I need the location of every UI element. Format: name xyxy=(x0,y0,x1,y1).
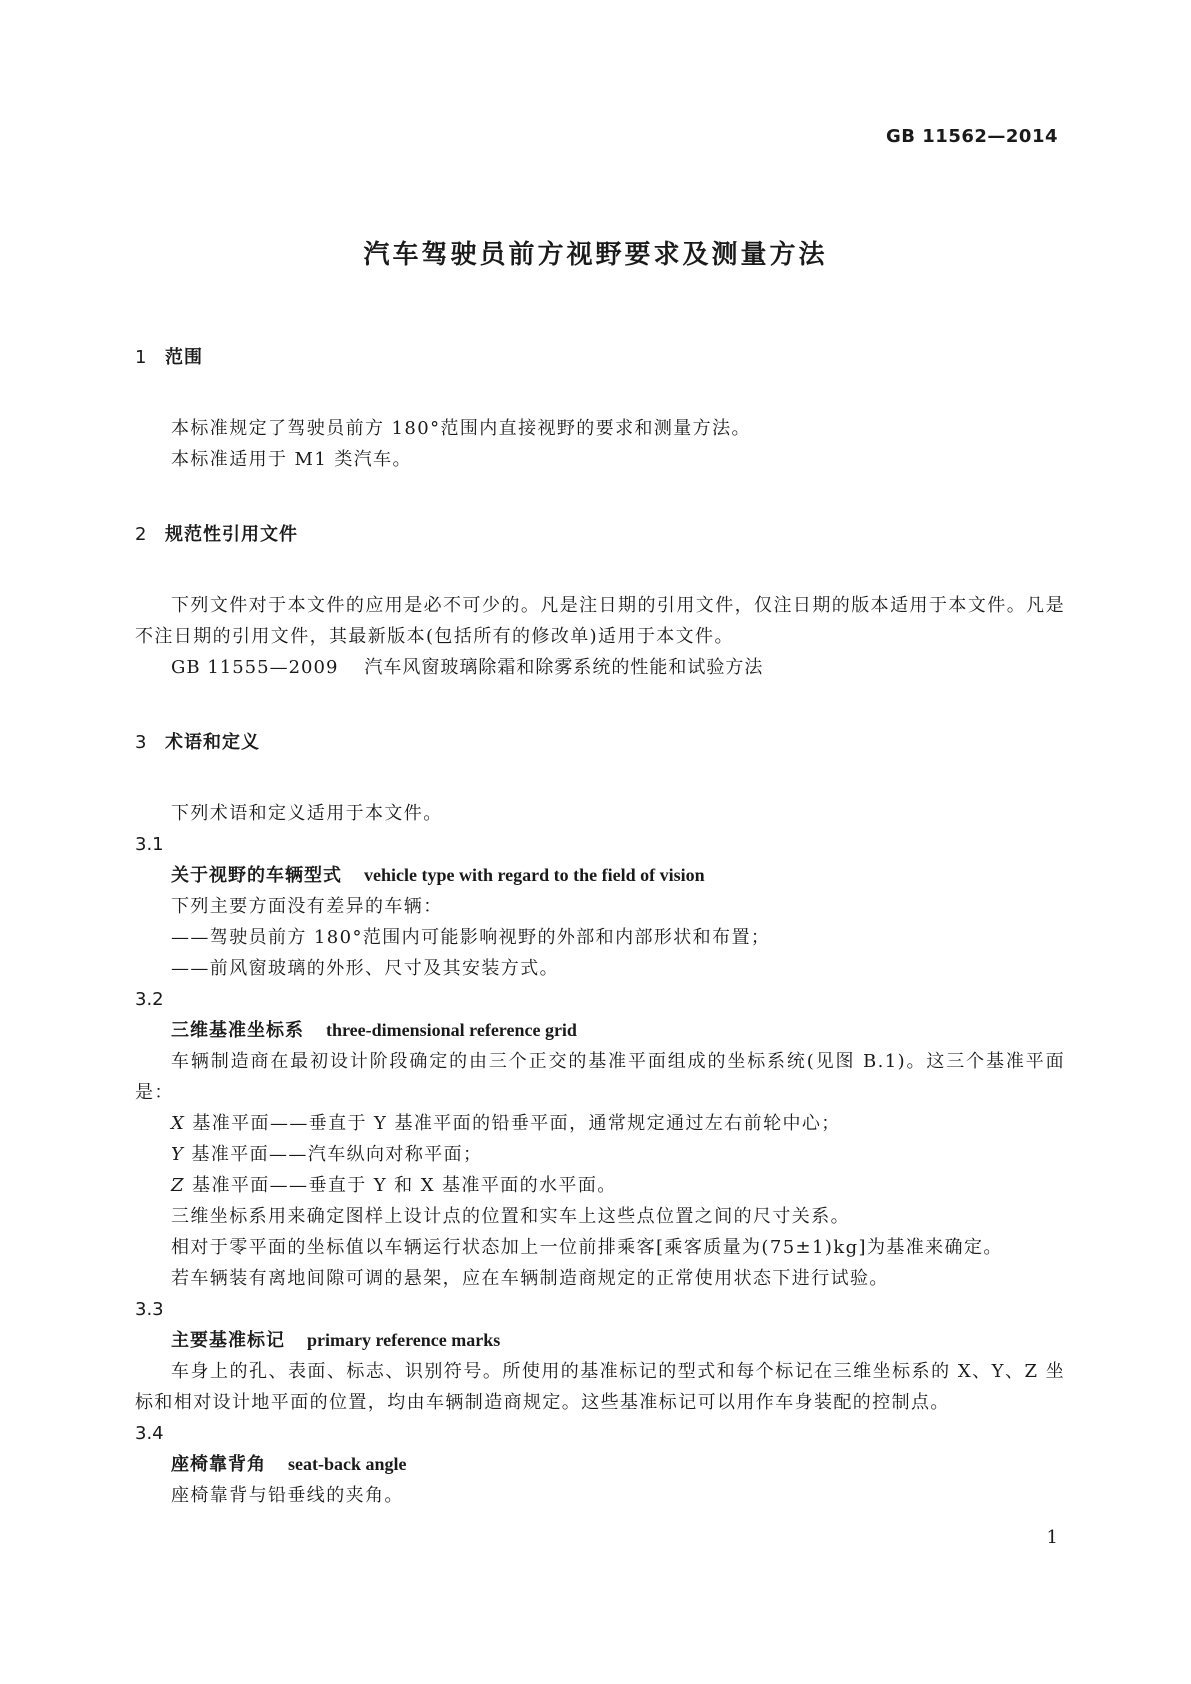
term-heading xyxy=(135,1449,1065,1480)
section-heading-terms xyxy=(135,727,1065,758)
term-number: 3.3 xyxy=(135,1299,164,1320)
section-heading-scope xyxy=(135,342,1065,373)
axis-letter: X xyxy=(171,1113,186,1134)
definition-line xyxy=(135,1170,1065,1201)
document-title: 汽车驾驶员前方视野要求及测量方法 xyxy=(363,240,828,270)
term-en: primary reference marks xyxy=(307,1330,501,1350)
list-item: ——前风窗玻璃的外形、尺寸及其安装方式。 xyxy=(171,958,559,979)
definition-text: 基准平面——垂直于 Y 和 X 基准平面的水平面。 xyxy=(184,1175,617,1196)
term-number: 3.2 xyxy=(135,989,164,1010)
term-number: 3.1 xyxy=(135,834,164,855)
paragraph: 本标准规定了驾驶员前方 180°范围内直接视野的要求和测量方法。 xyxy=(171,418,751,439)
page-number: 1 xyxy=(1046,1527,1058,1548)
definition-line xyxy=(135,1139,1065,1170)
term-en: vehicle type with regard to the field of vision xyxy=(364,865,705,885)
paragraph: 下列术语和定义适用于本文件。 xyxy=(171,803,443,824)
term-number: 3.4 xyxy=(135,1423,164,1444)
axis-letter: Z xyxy=(171,1175,185,1196)
referenced-document xyxy=(135,652,1065,683)
paragraph: 车辆制造商在最初设计阶段确定的由三个正交的基准平面组成的坐标系统(见图 B.1)。这三个基准平面是： xyxy=(135,1051,1065,1103)
term-heading xyxy=(135,1015,1065,1046)
paragraph: 座椅靠背与铅垂线的夹角。 xyxy=(171,1485,404,1506)
term-heading xyxy=(135,1325,1065,1356)
document-body xyxy=(135,342,1065,1511)
reference-code: GB 11555—2009 xyxy=(171,657,339,678)
axis-letter: Y xyxy=(171,1144,185,1165)
term-heading xyxy=(135,860,1065,891)
paragraph: 若车辆装有离地间隙可调的悬架，应在车辆制造商规定的正常使用状态下进行试验。 xyxy=(171,1268,889,1289)
section-number: 1 xyxy=(135,347,148,368)
section-title: 术语和定义 xyxy=(165,732,260,753)
definition-text: 基准平面——垂直于 Y 基准平面的铅垂平面，通常规定通过左右前轮中心； xyxy=(185,1113,841,1134)
paragraph: 下列主要方面没有差异的车辆： xyxy=(171,896,443,917)
paragraph: 三维坐标系用来确定图样上设计点的位置和实车上这些点位置之间的尺寸关系。 xyxy=(171,1206,850,1227)
section-number: 3 xyxy=(135,732,148,753)
section-title: 范围 xyxy=(165,347,203,368)
list-item: ——驾驶员前方 180°范围内可能影响视野的外部和内部形状和布置； xyxy=(171,927,771,948)
section-number: 2 xyxy=(135,524,148,545)
paragraph: 车身上的孔、表面、标志、识别符号。所使用的基准标记的型式和每个标记在三维坐标系的 X、Y、Z 坐标和相对设计地平面的位置，均由车辆制造商规定。这些基准标记可以用作车身装配的控制点。 xyxy=(135,1361,1065,1413)
paragraph: 下列文件对于本文件的应用是必不可少的。凡是注日期的引用文件，仅注日期的版本适用于本文件。凡是不注日期的引用文件，其最新版本(包括所有的修改单)适用于本文件。 xyxy=(135,595,1065,647)
term-zh: 座椅靠背角 xyxy=(171,1454,266,1475)
definition-text: 基准平面——汽车纵向对称平面； xyxy=(184,1144,483,1165)
section-title: 规范性引用文件 xyxy=(165,524,298,545)
paragraph: 相对于零平面的坐标值以车辆运行状态加上一位前排乘客[乘客质量为(75±1)kg]为基准来确定。 xyxy=(171,1237,1003,1258)
term-zh: 主要基准标记 xyxy=(171,1330,285,1351)
term-en: three-dimensional reference grid xyxy=(326,1020,577,1040)
term-en: seat-back angle xyxy=(288,1454,407,1474)
paragraph: 本标准适用于 M1 类汽车。 xyxy=(171,449,412,470)
term-zh: 三维基准坐标系 xyxy=(171,1020,304,1041)
section-heading-normative-references xyxy=(135,519,1065,550)
reference-title: 汽车风窗玻璃除霜和除雾系统的性能和试验方法 xyxy=(364,657,764,678)
term-zh: 关于视野的车辆型式 xyxy=(171,865,342,886)
standard-number: GB 11562—2014 xyxy=(886,126,1058,147)
definition-line xyxy=(135,1108,1065,1139)
